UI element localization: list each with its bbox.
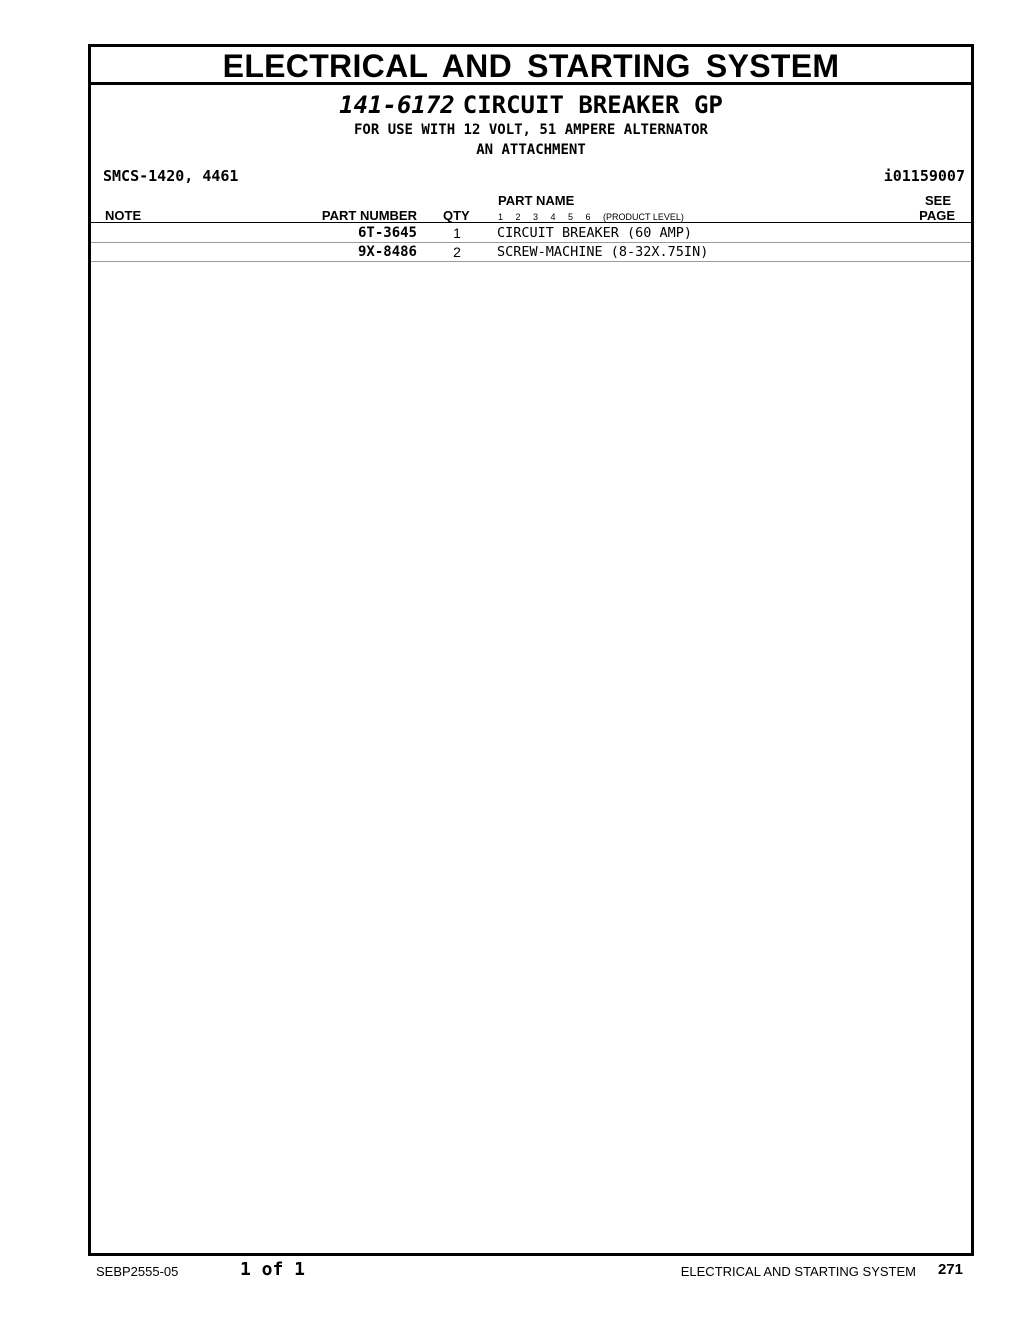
part-number-cell: 6T-3645	[357, 225, 417, 241]
column-header-part-name: PART NAME	[498, 193, 575, 208]
group-heading	[91, 90, 971, 120]
part-name-cell: SCREW-MACHINE (8-32X.75IN)	[497, 244, 709, 260]
level-3: 3	[533, 212, 539, 222]
smcs-code: SMCS-1420, 4461	[103, 167, 239, 185]
column-header-page: PAGE	[919, 208, 955, 223]
level-4: 4	[550, 212, 556, 222]
column-header-part-number: PART NUMBER	[321, 208, 417, 223]
table-row	[91, 243, 971, 262]
qty-cell: 1	[453, 225, 461, 241]
part-name-cell: CIRCUIT BREAKER (60 AMP)	[497, 225, 693, 241]
level-5: 5	[568, 212, 574, 222]
page-number: 271	[937, 1261, 963, 1278]
column-header-qty: QTY	[443, 208, 470, 223]
document-number: SEBP2555-05	[96, 1264, 179, 1279]
qty-cell: 2	[453, 244, 461, 260]
header-rule	[91, 222, 971, 223]
page-count: 1 of 1	[240, 1259, 306, 1280]
column-header-see: SEE	[924, 193, 951, 208]
column-header-note: NOTE	[105, 208, 142, 223]
usage-line: FOR USE WITH 12 VOLT, 51 AMPERE ALTERNATOR	[353, 122, 708, 138]
table-row	[91, 224, 971, 243]
group-name: CIRCUIT BREAKER GP	[462, 91, 723, 119]
section-title: ELECTRICAL AND STARTING SYSTEM	[91, 47, 971, 85]
attachment-line: AN ATTACHMENT	[476, 142, 586, 158]
part-number-cell: 9X-8486	[357, 244, 417, 260]
reference-id: i01159007	[883, 167, 965, 185]
group-part-number: 141-6172	[339, 91, 455, 119]
level-2: 2	[515, 212, 521, 222]
parts-page-frame	[88, 44, 974, 1256]
product-level-label: (PRODUCT LEVEL)	[603, 212, 684, 222]
level-1: 1	[498, 212, 504, 222]
footer-section-title: ELECTRICAL AND STARTING SYSTEM	[680, 1264, 916, 1279]
level-6: 6	[585, 212, 591, 222]
